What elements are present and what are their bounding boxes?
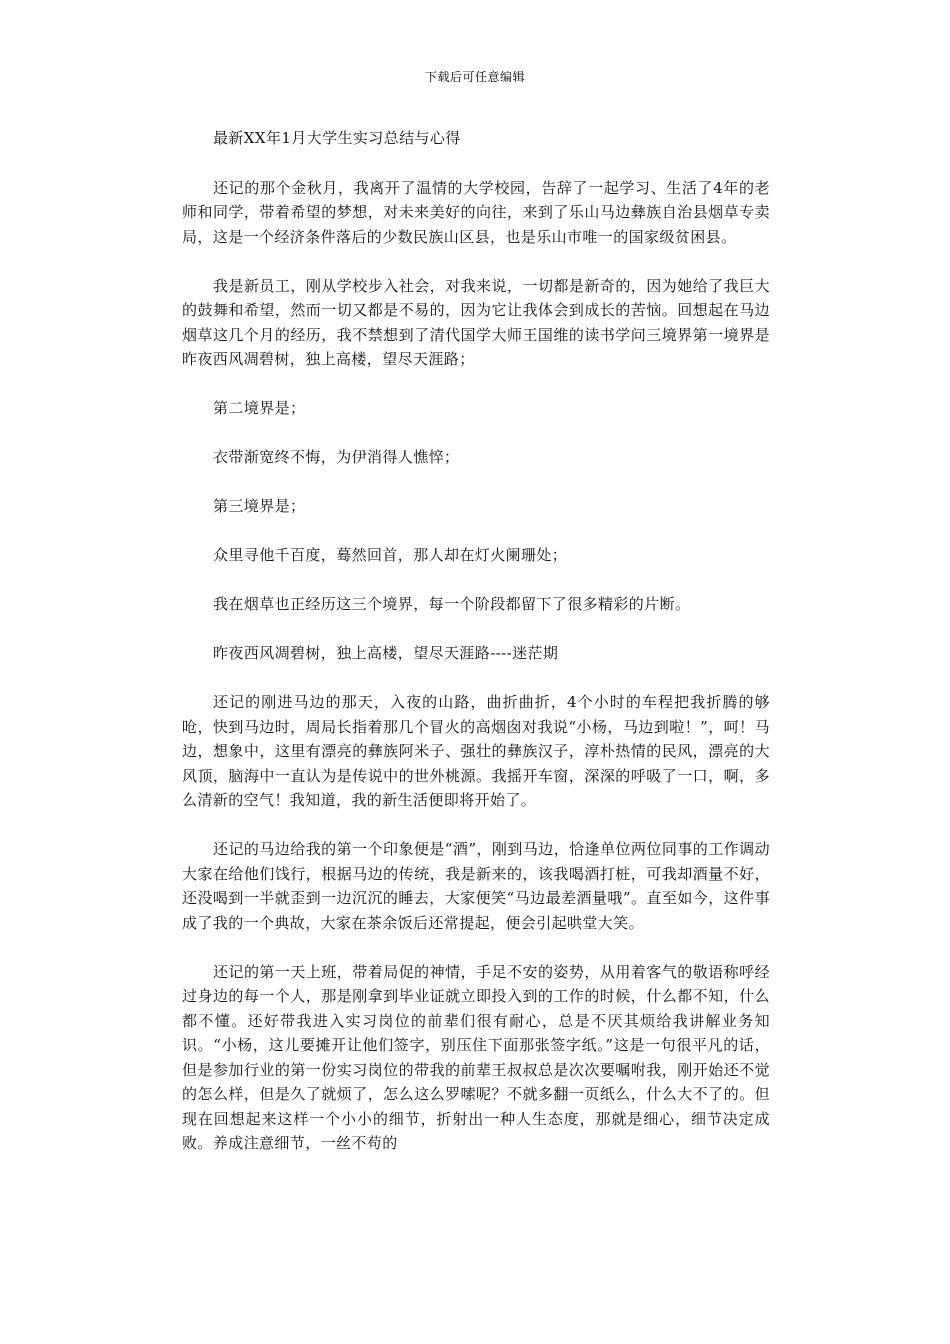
paragraph: 我在烟草也正经历这三个境界，每一个阶段都留下了很多精彩的片断。 — [213, 595, 691, 613]
document-body — [182, 126, 770, 1180]
paragraph: 还记的第一天上班，带着局促的神情，手足不安的姿势，从用着客气的敬语称呼经过身边的每一个人，那是刚拿到毕业证就立即投入到的工作的时候，什么都不知，什么都不懂。还好带我进入实习岗位的前辈们很有耐心，总是不厌其烦给我讲解业务知识。“小杨，这儿要摊开让他们签字，别压住下面那张签字纸。”这是一句很平凡的话，但是参加行业的第一份实习岗位的带我的前辈王叔叔总是次次要嘱咐我，刚开始还不觉的怎么样，但是久了就烦了，怎么这么罗嗦呢？不就多翻一页纸么，什么大不了的。但现在回想起来这样一个小小的细节，折射出一种人生态度，那就是细心，细节决定成败。养成注意细节，一丝不苟的 — [182, 962, 770, 1152]
paragraph: 还记的那个金秋月，我离开了温情的大学校园，告辞了一起学习、生活了4年的老师和同学，带着希望的梦想，对未来美好的向往，来到了乐山马边彝族自治县烟草专卖局，这是一个经济条件落后的少数民族山区县，也是乐山市唯一的国家级贫困县。 — [182, 178, 770, 246]
paragraph: 第二境界是； — [213, 399, 306, 417]
header-note: 下载后可任意编辑 — [424, 70, 525, 84]
section-heading: 昨夜西风凋碧树，独上高楼，望尽天涯路----迷茫期 — [213, 644, 559, 662]
paragraph: 众里寻他千百度，蓦然回首，那人却在灯火阑珊处； — [213, 546, 568, 564]
paragraph: 还记的刚进马边的那天，入夜的山路，曲折曲折，4个小时的车程把我折腾的够呛，快到马边时，周局长指着那几个冒火的高烟囱对我说“小杨，马边到啦！”，呵！马边，想象中，这里有漂亮的彝族阿米子、强壮的彝族汉子，淳朴热情的民风，漂亮的大风顶，脑海中一直认为是传说中的世外桃源。我摇开车窗，深深的呼吸了一口，啊，多么清新的空气！我知道，我的新生活便即将开始了。 — [182, 693, 770, 809]
paragraph: 衣带渐宽终不悔，为伊消得人憔悴； — [213, 448, 460, 466]
paragraph: 还记的马边给我的第一个印象便是“酒”，刚到马边，恰逢单位两位同事的工作调动大家在给他们饯行，根据马边的传统，我是新来的，该我喝酒打桩，可我却酒量不好，还没喝到一半就歪到一边沉沉的睡去，大家便笑“马边最差酒量哦”。直至如今，这件事成了我的一个典故，大家在茶余饭后还常提起，便会引起哄堂大笑。 — [182, 840, 770, 932]
paragraph: 第三境界是； — [213, 497, 306, 515]
paragraph: 我是新员工，刚从学校步入社会，对我来说，一切都是新奇的，因为她给了我巨大的鼓舞和希望，然而一切又都是不易的，因为它让我体会到成长的苦恼。回想起在马边烟草这几个月的经历，我不禁想到了清代国学大师王国维的读书学问三境界第一境界是昨夜西风凋碧树，独上高楼，望尽天涯路； — [182, 276, 770, 368]
document-title: 最新XX年1月大学生实习总结与心得 — [213, 129, 461, 147]
